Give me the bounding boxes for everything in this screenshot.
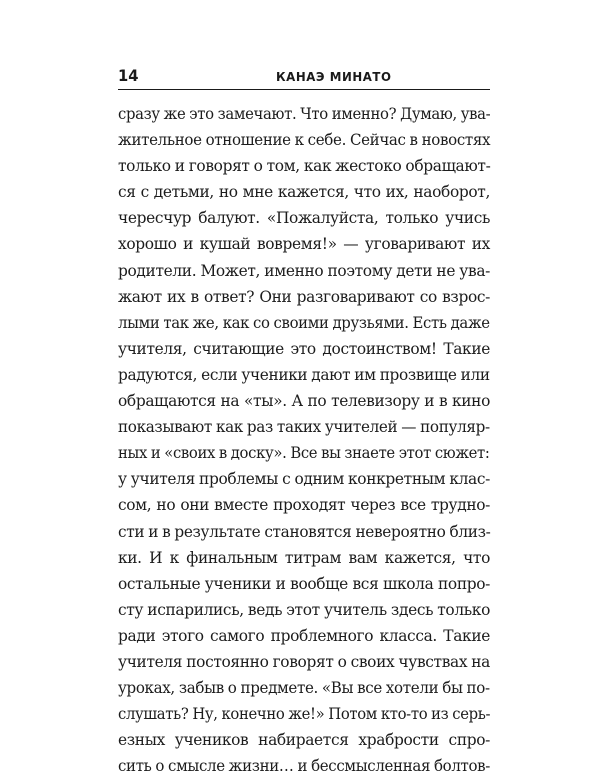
text-line: у учителя проблемы с одним конкретным клас-: [118, 470, 490, 489]
text-line: только и говорят о том, как жестоко обращают-: [118, 157, 491, 176]
page-header: [118, 66, 490, 88]
text-line: родители. Может, именно поэтому дети не ува-: [118, 261, 490, 280]
body-text: [118, 101, 490, 779]
text-line: сти и в результате становятся невероятно близ-: [118, 522, 491, 541]
running-title: КАНАЭ МИНАТО: [276, 69, 392, 84]
text-line: ных и «своих в доску». Все вы знаете этот сюжет:: [118, 444, 490, 463]
text-line: радуются, если ученики дают им прозвище или: [118, 365, 490, 384]
text-line: ся с детьми, но мне кажется, что их, наоборот,: [118, 183, 490, 202]
text-line: уроках, забыв о предмете. «Вы все хотели бы по-: [118, 679, 490, 698]
page-number: 14: [118, 66, 139, 85]
text-line: лыми так же, как со своими друзьями. Есть даже: [118, 313, 490, 332]
text-line: езных учеников набирается храбрости спро-: [118, 731, 490, 750]
text-line: сту испарились, ведь этот учитель здесь только: [118, 600, 490, 619]
text-line: ки. И к финальным титрам вам кажется, что: [118, 548, 490, 567]
text-line: ради этого самого проблемного класса. Такие: [118, 626, 490, 645]
text-line: сразу же это замечают. Что именно? Думаю, ува-: [118, 105, 491, 123]
header-rule: [118, 89, 490, 90]
text-line: остальные ученики и вообще вся школа попро-: [118, 574, 490, 593]
text-line: чересчур балуют. «Пожалуйста, только учись: [118, 209, 490, 228]
text-line: жают их в ответ? Они разговаривают со взрос-: [118, 287, 490, 306]
text-line: обращаются на «ты». А по телевизору и в кино: [118, 392, 490, 411]
text-line: учителя, считающие это достоинством! Такие: [118, 339, 490, 358]
text-line: сом, но они вместе проходят через все трудно-: [118, 496, 490, 515]
text-line: слушать? Ну, конечно же!» Потом кто-то из серь-: [118, 705, 491, 724]
text-line: хорошо и кушай вовремя!» — уговаривают их: [118, 235, 490, 254]
text-line: жительное отношение к себе. Сейчас в новостях: [118, 131, 491, 150]
text-line: сить о смысле жизни… и бессмысленная болтов-: [118, 757, 491, 776]
text-line: показывают как раз таких учителей — популяр-: [118, 418, 490, 437]
text-line: учителя постоянно говорят о своих чувствах на: [118, 652, 490, 671]
